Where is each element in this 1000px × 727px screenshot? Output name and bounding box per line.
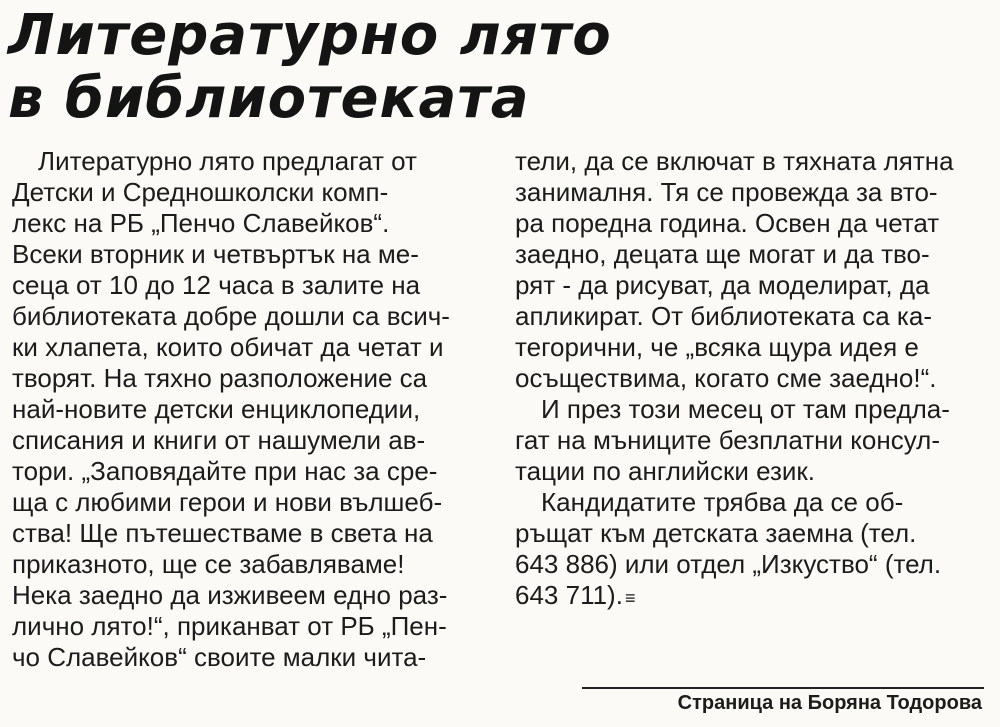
text-line: ра поредна година. Освен да четат [515,208,940,238]
credit-divider [582,687,984,689]
text-line: сеца от 10 до 12 часа в залите на [12,270,421,300]
text-line: апликират. От библиотеката са ка- [515,301,932,331]
text-line-final [515,580,985,611]
text-line: И през този месец от там предла- [541,394,950,424]
text-line: занималня. Тя се провежда за вто- [515,177,938,207]
text-line: тели, да се включат в тяхната лятна [515,146,954,176]
text-line: 643 886) или отдел „Изкуство“ (тел. [515,549,942,579]
text-line: тегорични, че „всяка щура идея е [515,332,919,362]
text-line: библиотеката добре дошли са всич- [12,301,450,331]
text-line: приказното, ще се забавляваме! [12,549,405,579]
article-column-left [12,146,492,673]
text-line: гат на мъниците безплатни консул- [515,425,941,455]
text-line: лично лято!“, приканват от РБ „Пен- [12,611,447,641]
text-line: Кандидатите трябва да се об- [541,487,904,517]
text-line: Детски и Средношколски комп- [12,177,389,207]
text-line: ща с любими герои и нови вълшеб- [12,487,443,517]
text-line: ръщат към детската заемна (тел. [515,518,917,548]
text-line: осъществима, когато сме заедно!“. [515,363,937,393]
headline [8,4,988,130]
text-line: Литературно лято предлагат от [38,146,417,176]
text-line: ства! Ще пътешестваме в света на [12,518,433,548]
text-line: тации по английски език. [515,456,816,486]
text-line: Всеки вторник и четвъртък на ме- [12,239,419,269]
text-line: лекс на РБ „Пенчо Славейков“. [12,208,390,238]
text-line: заедно, децата ще могат и да тво- [515,239,930,269]
article-column-right [515,146,985,611]
headline-line-2: в библиотеката [8,66,530,131]
text-line: Нека заедно да изживеем едно раз- [12,580,448,610]
text-line: чо Славейков“ своите малки чита- [12,642,427,672]
text-line: списания и книги от нашумели ав- [12,425,426,455]
headline-line-1: Литературно лято [8,3,612,68]
text-line: ки хлапета, които обичат да четат и [12,332,444,362]
end-mark: ≡ [624,588,636,608]
text-line: тори. „Заповядайте при нас за сре- [12,456,438,486]
text-line: най-новите детски енциклопедии, [12,394,421,424]
page-credit: Страница на Боряна Тодорова [677,692,982,714]
final-text: 643 711). [515,580,623,610]
text-line: рят - да рисуват, да моделират, да [515,270,930,300]
text-line: творят. На тяхно разположение са [12,363,428,393]
